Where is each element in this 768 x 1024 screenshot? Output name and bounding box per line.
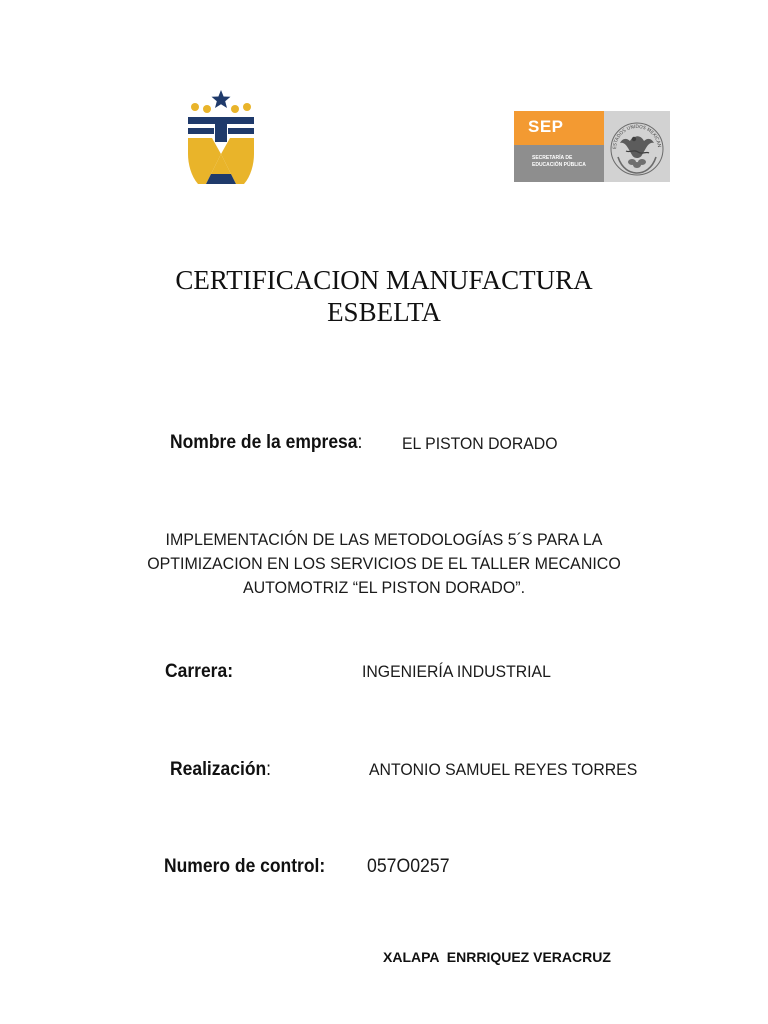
carrera-label: Carrera: — [165, 661, 234, 682]
control-value: 057O0257 — [367, 856, 450, 877]
footer-place: XALAPA ENRRIQUEZ VERACRUZ — [383, 949, 611, 965]
realizacion-label — [170, 759, 271, 781]
empresa-label-text: Nombre de la empresa — [170, 432, 358, 453]
sep-subtitle-line2: EDUCACIÓN PÚBLICA — [532, 162, 586, 168]
carrera-value: INGENIERÍA INDUSTRIAL — [362, 662, 551, 681]
sep-subtitle — [532, 155, 586, 169]
sep-subtitle-line1: SECRETARÍA DE — [532, 155, 573, 161]
project-line3: AUTOMOTRIZ “EL PISTON DORADO”. — [242, 578, 526, 597]
title-line2: ESBELTA — [327, 297, 441, 327]
realizacion-label-text: Realización — [170, 759, 267, 780]
institution-crest-icon — [182, 88, 260, 190]
eagle-seal-icon — [608, 115, 666, 178]
project-title — [0, 528, 768, 600]
empresa-colon: : — [357, 432, 363, 453]
institution-crest-logo — [182, 88, 260, 190]
sep-brand-block — [514, 111, 604, 182]
project-line1: IMPLEMENTACIÓN DE LAS METODOLOGÍAS 5´S PARA LA — [165, 530, 603, 549]
empresa-value: EL PISTON DORADO — [402, 434, 558, 453]
mexico-seal — [604, 111, 670, 182]
page-title — [0, 264, 768, 328]
realizacion-value: ANTONIO SAMUEL REYES TORRES — [369, 760, 638, 779]
realizacion-colon: : — [266, 759, 272, 780]
project-line2: OPTIMIZACION EN LOS SERVICIOS DE EL TALLER MECANICO — [147, 554, 621, 573]
seal-text: ESTADOS UNIDOS MEXICAN — [612, 124, 661, 150]
empresa-label — [170, 432, 362, 454]
control-label: Numero de control: — [164, 856, 326, 877]
sep-brand-text: SEP — [528, 117, 564, 136]
title-line1: CERTIFICACION MANUFACTURA — [175, 265, 593, 295]
sep-logo — [514, 111, 670, 182]
